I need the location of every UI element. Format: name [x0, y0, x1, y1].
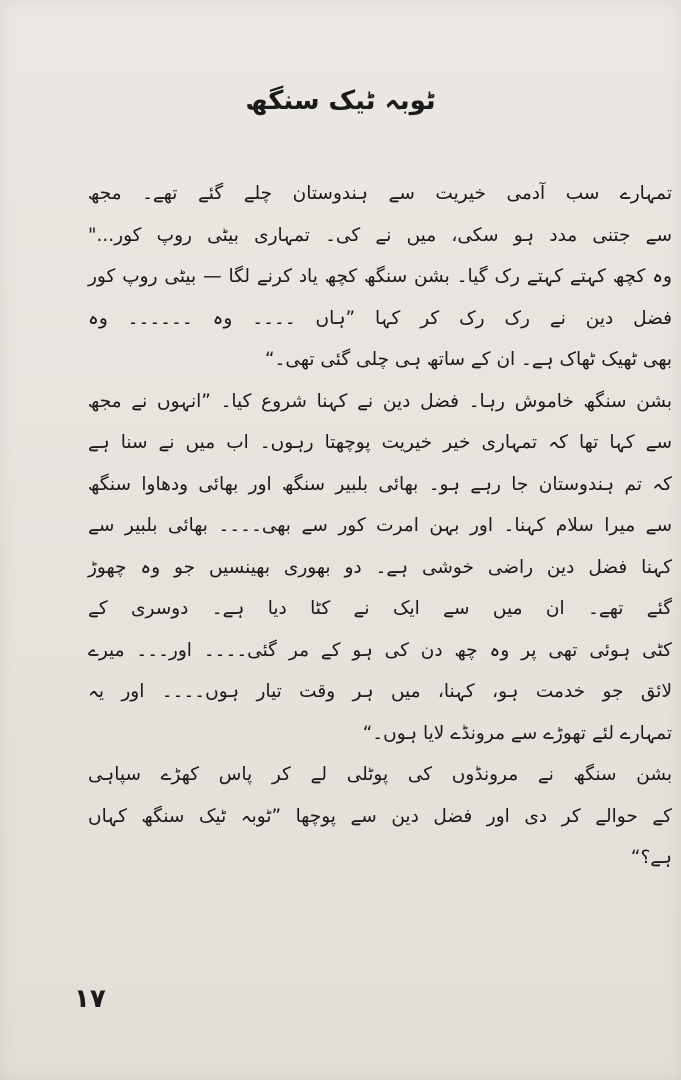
- text-line: فضل دین نے رک رک کر کہا ”ہاں ۔۔۔۔ وہ ۔۔۔۔۔۔ وہ: [88, 307, 672, 329]
- text-line: وہ کچھ کہتے کہتے رک گیا۔ بشن سنگھ کچھ یاد کرنے لگا — بیٹی روپ کور: [88, 266, 672, 287]
- text-line: سے میرا سلام کہنا۔ اور بہن امرت کور سے بھی۔۔۔۔ بھائی بلبیر سے: [88, 515, 672, 536]
- text-line: کہ تم ہندوستان جا رہے ہو۔ بھائی بلبیر سنگھ اور بھائی ودھاوا سنگھ: [88, 473, 672, 495]
- text-line: بشن سنگھ نے مرونڈوں کی پوٹلی لے کر پاس کھڑے سپاہی: [88, 764, 672, 785]
- text-line: گئے تھے۔ ان میں سے ایک نے کٹا دیا ہے۔ دوسری کے: [88, 598, 672, 619]
- text-line: تمہارے لئے تھوڑے سے مرونڈے لایا ہوں۔“: [362, 722, 672, 744]
- text-line: بشن سنگھ خاموش رہا۔ فضل دین نے کہنا شروع کیا۔ ”انہوں نے مجھ: [88, 390, 672, 412]
- text-line: تمہارے سب آدمی خیریت سے ہندوستان چلے گئے تھے۔ مجھ: [88, 183, 672, 204]
- page-number: ۱۷: [74, 984, 106, 1014]
- text-line: ہے؟“: [630, 847, 672, 868]
- text-line: کہنا فضل دین راضی خوشی ہے۔ دو بھوری بھینسیں جو وہ چھوڑ: [88, 556, 672, 578]
- chapter-title: ٹوبہ ٹیک سنگھ: [245, 86, 436, 116]
- text-line: کٹی ہوئی تھی پر وہ چھ دن کی ہو کے مر گئی۔۔۔۔ اور۔۔۔ میرے: [88, 639, 672, 661]
- text-line: سے کہا تھا کہ تمہاری خیر خیریت پوچھتا رہوں۔ اب میں نے سنا ہے: [88, 432, 672, 453]
- text-line: بھی ٹھیک ٹھاک ہے۔ ان کے ساتھ ہی چلی گئی تھی۔“: [264, 349, 672, 370]
- text-line: کے حوالے کر دی اور فضل دین سے پوچھا ”ٹوبہ ٹیک سنگھ کہاں: [88, 805, 672, 827]
- text-line: سے جتنی مدد ہو سکی، میں نے کی۔ تمہاری بیٹی روپ کور...": [88, 224, 672, 246]
- text-line: لائق جو خدمت ہو، کہنا، میں ہر وقت تیار ہوں۔۔۔۔ اور یہ: [88, 681, 672, 702]
- body-text: [88, 173, 672, 879]
